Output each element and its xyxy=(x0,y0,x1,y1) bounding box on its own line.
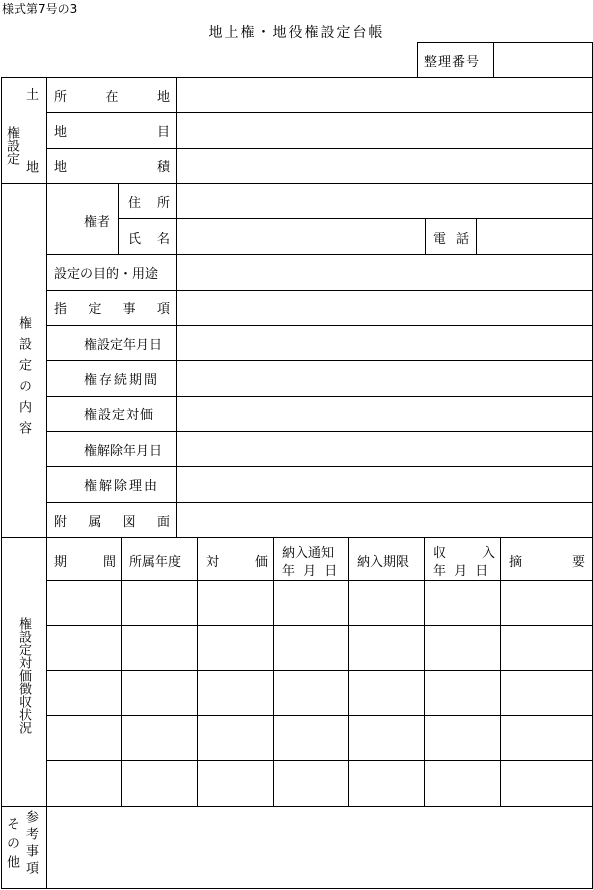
collection-cell[interactable] xyxy=(274,626,347,669)
land-area-label: 地 積 xyxy=(54,160,170,175)
collection-cell[interactable] xyxy=(425,581,499,624)
header-deadline: 納入期限 xyxy=(357,555,410,570)
collection-cell[interactable] xyxy=(122,716,196,759)
address-label: 住 所 xyxy=(128,196,170,211)
land-category-field[interactable] xyxy=(177,113,592,147)
header-notice-bottom: 年 月 日 xyxy=(282,564,340,579)
consideration-label: 権設定対価 xyxy=(84,408,155,423)
collection-cell[interactable] xyxy=(198,761,272,805)
header-notice-top: 納入通知 xyxy=(282,546,335,561)
collection-cell[interactable] xyxy=(501,626,592,669)
collection-cell[interactable] xyxy=(425,671,499,714)
phone-field[interactable] xyxy=(477,219,592,253)
collection-cell[interactable] xyxy=(198,626,272,669)
seiri-bango-label: 整理番号 xyxy=(424,55,481,70)
duration-label: 権存続期間 xyxy=(84,373,160,388)
other-notes-field[interactable] xyxy=(47,807,592,888)
collection-cell[interactable] xyxy=(274,581,347,624)
header-fiscal-year: 所属年度 xyxy=(129,555,182,570)
collection-cell[interactable] xyxy=(501,581,592,624)
release-date-label: 権解除年月日 xyxy=(84,444,163,459)
land-section-label-bottom-right: 地 xyxy=(23,160,38,173)
designation-label: 指 定 事 項 xyxy=(54,302,170,317)
collection-cell[interactable] xyxy=(198,671,272,714)
collection-section-label: 権設定対価徴収状況 xyxy=(16,617,31,734)
phone-label: 電 話 xyxy=(433,232,469,247)
consideration-field[interactable] xyxy=(177,397,592,430)
collection-cell[interactable] xyxy=(349,761,423,805)
form-number: 様式第7号の3 xyxy=(2,2,78,16)
content-section-label: 権設定の内容 xyxy=(16,316,31,442)
land-location-label: 所 在 地 xyxy=(54,90,170,105)
collection-cell[interactable] xyxy=(274,716,347,759)
other-label-left: その他 xyxy=(4,817,19,874)
release-reason-field[interactable] xyxy=(177,467,592,501)
collection-cell[interactable] xyxy=(349,716,423,759)
collection-cell[interactable] xyxy=(274,761,347,805)
purpose-label: 設定の目的・用途 xyxy=(54,267,159,282)
collection-cell[interactable] xyxy=(349,671,423,714)
collection-cell[interactable] xyxy=(501,671,592,714)
release-reason-label: 権解除理由 xyxy=(84,479,160,494)
land-location-field[interactable] xyxy=(177,78,592,111)
collection-cell[interactable] xyxy=(349,581,423,624)
page-title: 地上権・地役権設定台帳 xyxy=(208,25,385,41)
set-date-label: 権設定年月日 xyxy=(84,338,163,353)
collection-cell[interactable] xyxy=(47,761,120,805)
other-label-right: 参考事項 xyxy=(23,810,38,878)
seiri-bango-field[interactable] xyxy=(494,43,592,77)
collection-cell[interactable] xyxy=(501,761,592,805)
collection-cell[interactable] xyxy=(47,626,120,669)
collection-cell[interactable] xyxy=(274,671,347,714)
land-area-field[interactable] xyxy=(177,149,592,182)
collection-cell[interactable] xyxy=(425,761,499,805)
header-remarks: 摘 要 xyxy=(509,555,585,570)
land-section-label-top: 土 xyxy=(26,88,40,103)
drawings-field[interactable] xyxy=(177,503,592,536)
land-category-label: 地 目 xyxy=(54,125,170,140)
collection-cell[interactable] xyxy=(47,581,120,624)
collection-cell[interactable] xyxy=(501,716,592,759)
name-field[interactable] xyxy=(177,219,424,253)
collection-cell[interactable] xyxy=(122,761,196,805)
collection-cell[interactable] xyxy=(122,626,196,669)
duration-field[interactable] xyxy=(177,361,592,395)
drawings-label: 附 属 図 面 xyxy=(54,515,170,530)
designation-field[interactable] xyxy=(177,291,592,324)
release-date-field[interactable] xyxy=(177,432,592,465)
collection-cell[interactable] xyxy=(198,716,272,759)
collection-cell[interactable] xyxy=(122,671,196,714)
header-receipt-bottom: 年 月 日 xyxy=(433,564,491,579)
address-field[interactable] xyxy=(177,184,592,217)
collection-cell[interactable] xyxy=(47,716,120,759)
holder-label: 権者 xyxy=(84,215,111,230)
set-date-field[interactable] xyxy=(177,326,592,359)
header-receipt-top: 収 入 xyxy=(433,546,495,561)
land-section-label-bottom-left: 権設定 xyxy=(4,126,19,165)
header-period: 期 間 xyxy=(54,555,116,570)
collection-cell[interactable] xyxy=(198,581,272,624)
header-price: 対 価 xyxy=(206,555,268,570)
collection-cell[interactable] xyxy=(122,581,196,624)
collection-cell[interactable] xyxy=(425,626,499,669)
collection-cell[interactable] xyxy=(425,716,499,759)
collection-cell[interactable] xyxy=(47,671,120,714)
name-label: 氏 名 xyxy=(128,232,170,247)
purpose-field[interactable] xyxy=(177,255,592,289)
collection-cell[interactable] xyxy=(349,626,423,669)
